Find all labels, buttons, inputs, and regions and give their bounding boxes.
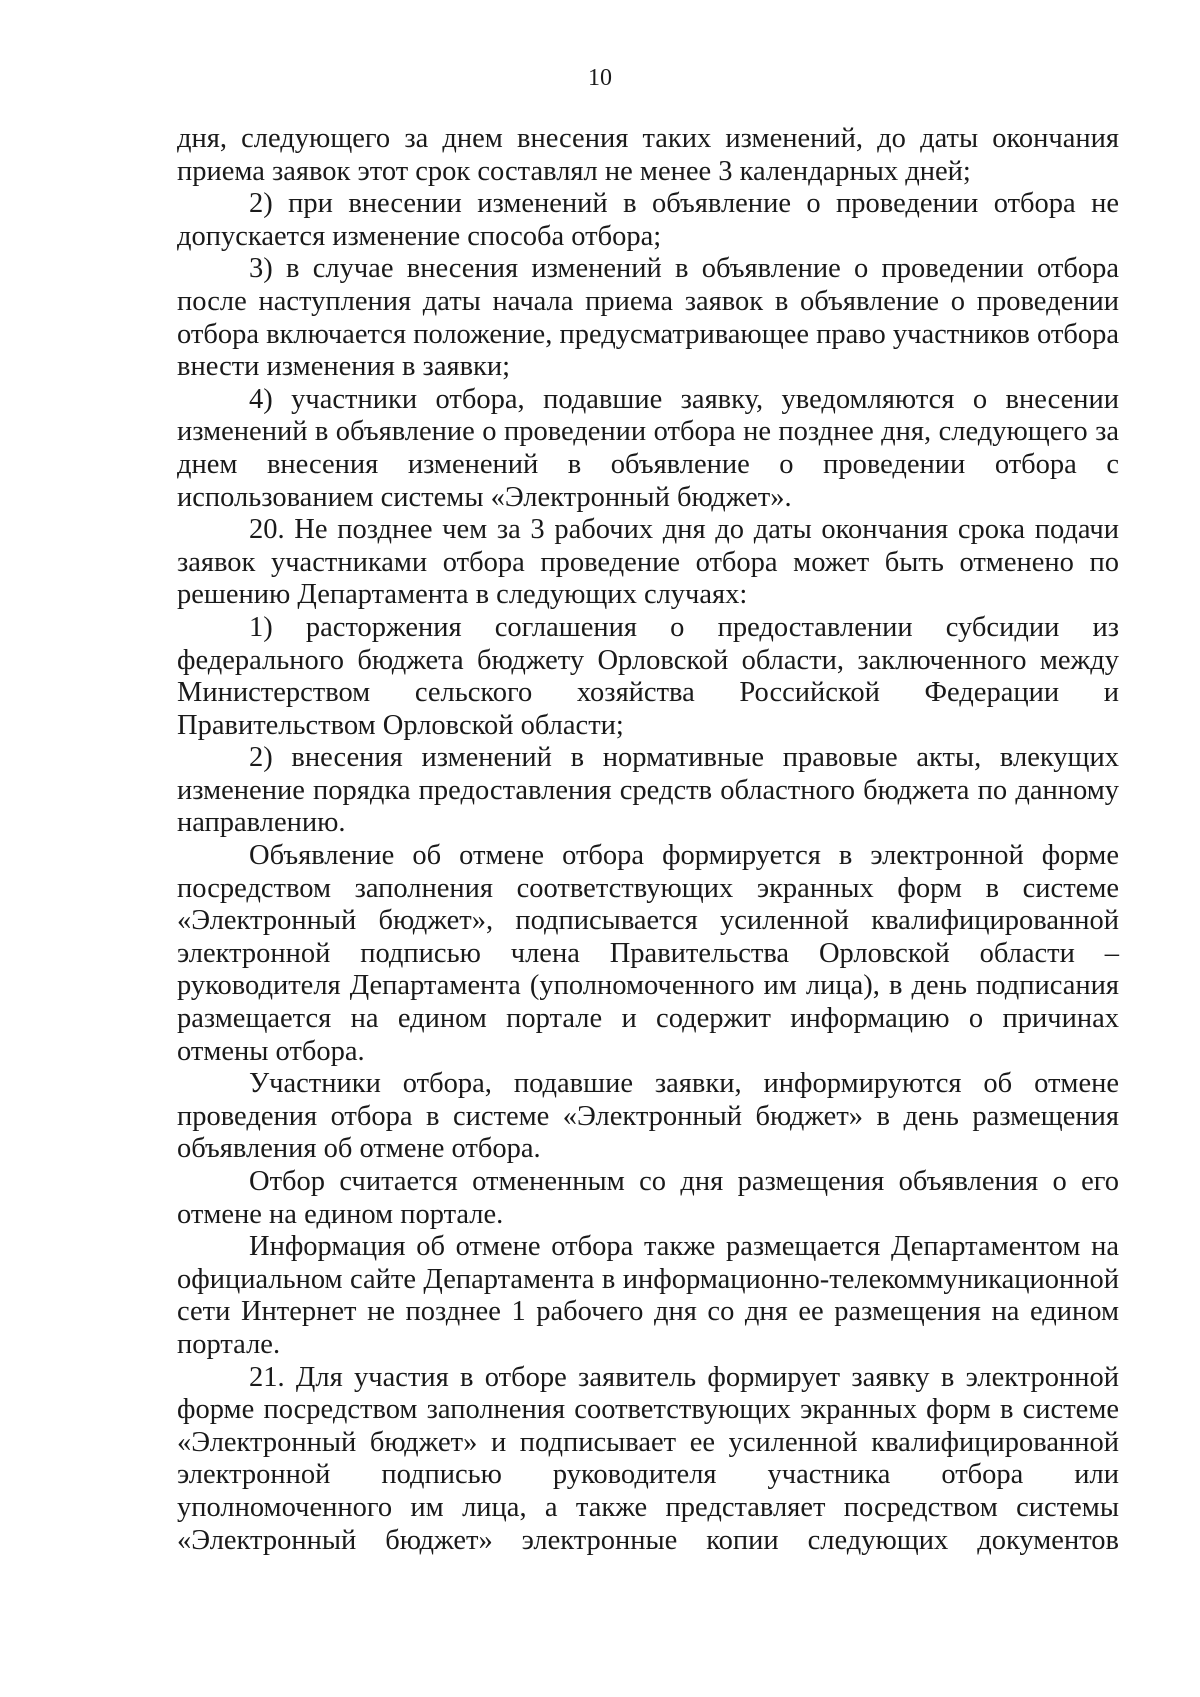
paragraph-item-3: 3) в случае внесения изменений в объявление о проведении отбора после наступления даты начала приема заявок в объявление о проведении отбора включается положение, предусматривающее право участников отбора внести изменения в заявки; [177, 253, 1119, 383]
paragraph-item-2: 2) при внесении изменений в объявление о проведении отбора не допускается изменение способа отбора; [177, 188, 1119, 252]
paragraph-clause-21: 21. Для участия в отборе заявитель формирует заявку в электронной форме посредством заполнения соответствующих экранных форм в системе «Электронный бюджет» и подписывает ее усиленной квалифицированной электронной подписью руководителя участника отбора или уполномоченного им лица, а также представляет посредством системы «Электронный бюджет» электронные копии следующих документов [177, 1361, 1119, 1556]
paragraph-clause-20-item-2: 2) внесения изменений в нормативные правовые акты, влекущих изменение порядка предоставления средств областного бюджета по данному направлению. [177, 742, 1119, 839]
paragraph-item-4: 4) участники отбора, подавшие заявку, уведомляются о внесении изменений в объявление о проведении отбора не позднее дня, следующего за днем внесения изменений в объявление о проведении отбора с использованием системы «Электронный бюджет». [177, 383, 1119, 513]
paragraph-cancellation-effective: Отбор считается отмененным со дня размещения объявления о его отмене на едином портале. [177, 1166, 1119, 1230]
page-number: 10 [588, 65, 612, 91]
paragraph-continuation: дня, следующего за днем внесения таких изменений, до даты окончания приема заявок этот срок составлял не менее 3 календарных дней; [177, 123, 1119, 187]
paragraph-website-info: Информация об отмене отбора также размещается Департаментом на официальном сайте Департамента в информационно-телекоммуникационной сети Интернет не позднее 1 рабочего дня со дня ее размещения на едином портале. [177, 1231, 1119, 1360]
paragraph-clause-20: 20. Не позднее чем за 3 рабочих дня до даты окончания срока подачи заявок участниками отбора проведение отбора может быть отменено по решению Департамента в следующих случаях: [177, 514, 1119, 611]
paragraph-cancellation-notice: Объявление об отмене отбора формируется в электронной форме посредством заполнения соответствующих экранных форм в системе «Электронный бюджет», подписывается усиленной квалифицированной электронной подписью члена Правительства Орловской области – руководителя Департамента (уполномоченного им лица), в день подписания размещается на едином портале и содержит информацию о причинах отмены отбора. [177, 840, 1119, 1067]
paragraph-clause-20-item-1: 1) расторжения соглашения о предоставлении субсидии из федерального бюджета бюджету Орловской области, заключенного между Министерством сельского хозяйства Российской Федерации и Правительством Орловской области; [177, 611, 1119, 741]
paragraph-participants-informed: Участники отбора, подавшие заявки, информируются об отмене проведения отбора в системе «Электронный бюджет» в день размещения объявления об отмене отбора. [177, 1068, 1119, 1165]
document-body [177, 123, 1119, 1557]
